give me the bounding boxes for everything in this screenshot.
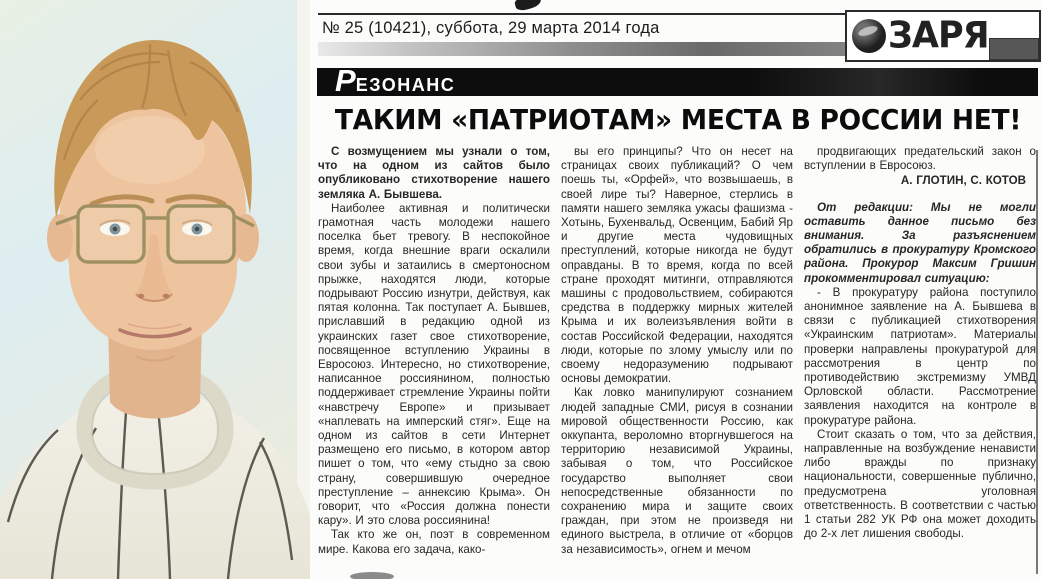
article-paragraph: Наиболее активная и политически грамотная часть молодежи нашего поселка бьет тревогу. В неспокойное время, когда внешние враги оскалили свои зубы и затаились в смертоносном прыжке, находятся люди, которые подрывают Россию изнутри, действуя, как пятая колонна. Так поступает А. Бывшев, приславший в редакцию одной из украинских газет свое стихотворение, посвященное вступлению Украины в Евросоюз. Интересно, но стихотворение, написанное россиянином, полностью поддерживает стремление Украины пойти «навстречу Европе» и призывает «наплевать на имперский стяг». Еще на одном из сайтов в сети Интернет размещено его письмо, в котором автор пишет о том, что «ему стыдно за свою страну, совершившую очередное преступление – аннексию Крыма». Он говорит, что «Россия должна понести кару». И это слова россиянина!: [318, 201, 550, 528]
article-body: [318, 145, 1036, 577]
bottom-smudge: [350, 572, 394, 579]
portrait-photo-drawing: [0, 0, 310, 579]
ink-smudge: [514, 0, 542, 12]
article-paragraph: С возмущением мы узнали о том, что на одном из сайтов было опубликовано стихотворение нашего земляка А. Бывшева.: [318, 145, 550, 201]
article-headline: ТАКИМ «ПАТРИОТАМ» МЕСТА В РОССИИ НЕТ!: [334, 104, 1022, 137]
article-column-3: [804, 145, 1036, 577]
article-paragraph: Так кто же он, поэт в современном мире. Какова его задача, како-: [318, 528, 550, 556]
portrait-photo: [0, 0, 310, 579]
globe-icon: [852, 19, 886, 53]
issue-dateline: № 25 (10421), суббота, 29 марта 2014 года: [322, 19, 660, 37]
article-paragraph: вы его принципы? Что он несет на страницах своих публикаций? О чем поешь ты, «Орфей», что возвышаешь, в своей лире ты? Наверное, стерлись в памяти нашего земляка ужасы фашизма - Хотынь, Бухенвальд, Освенцим, Бабий Яр и другие места чудовищных преступлений, которые никогда не будут оправданы. В то время, когда по всей стране проходят митинги, отправляются машины с продовольствием, собираются средства в поддержку мирных жителей Крыма и их волеизъявления войти в состав Российской Федерации, находятся люди, которые по злому умыслу или по своему недоразумению подрывают основы демократии.: [561, 145, 793, 386]
newspaper-page: [310, 0, 1041, 579]
section-initial: Р: [335, 63, 356, 98]
section-header: [317, 63, 1038, 98]
article-paragraph: Как ловко манипулируют сознанием людей западные СМИ, рисуя в сознании мировой общественности Россию, как оккупанта, вероломно вторгнувшегося на территорию независимой Украины, забывая о том, что Российское государство выполняет свои непосредственные обязанности по сохранению мира и защите своих граждан, при этом не произведя ни единого выстрела, в отличие от «борцов за независимость», огнем и мечом: [561, 386, 793, 556]
page-right-rule: [1036, 150, 1038, 574]
article-paragraph: продвигающих предательский закон о вступлении в Евросоюз.: [804, 145, 1036, 173]
section-label: ЕЗОНАНС: [355, 75, 456, 95]
article-paragraph: Стоит сказать о том, что за действия, направленные на возбуждение ненависти либо вражды по признаку национальности, совершенные публично, предусмотрена уголовная ответственность. В соответствии с частью 1 статьи 282 УК РФ она может доходить до 2-х лет лишения свободы.: [804, 427, 1036, 541]
article-column-1: [318, 145, 550, 577]
article-column-2: [561, 145, 793, 577]
article-paragraph: А. ГЛОТИН, С. КОТОВ: [900, 174, 1026, 188]
article-paragraph: - В прокуратуру района поступило анонимное заявление на А. Бывшева в связи с публикацией стихотворения «Украинским патриотам». Материалы проверки направлены прокуратурой для рассмотрения в центр по противодействию экстремизму УМВД Орловской области. Рассмотрение заявления находится на контроле в прокуратуре района.: [804, 285, 1036, 427]
article-paragraph: От редакции: Мы не могли оставить данное письмо без внимания. За разъяснением обратились в прокуратуру Кромского района. Прокурор Максим Гришин прокомментировал ситуацию:: [804, 200, 1036, 285]
newspaper-title: ЗАРЯ: [888, 15, 989, 57]
masthead-corner-block: [989, 38, 1039, 60]
